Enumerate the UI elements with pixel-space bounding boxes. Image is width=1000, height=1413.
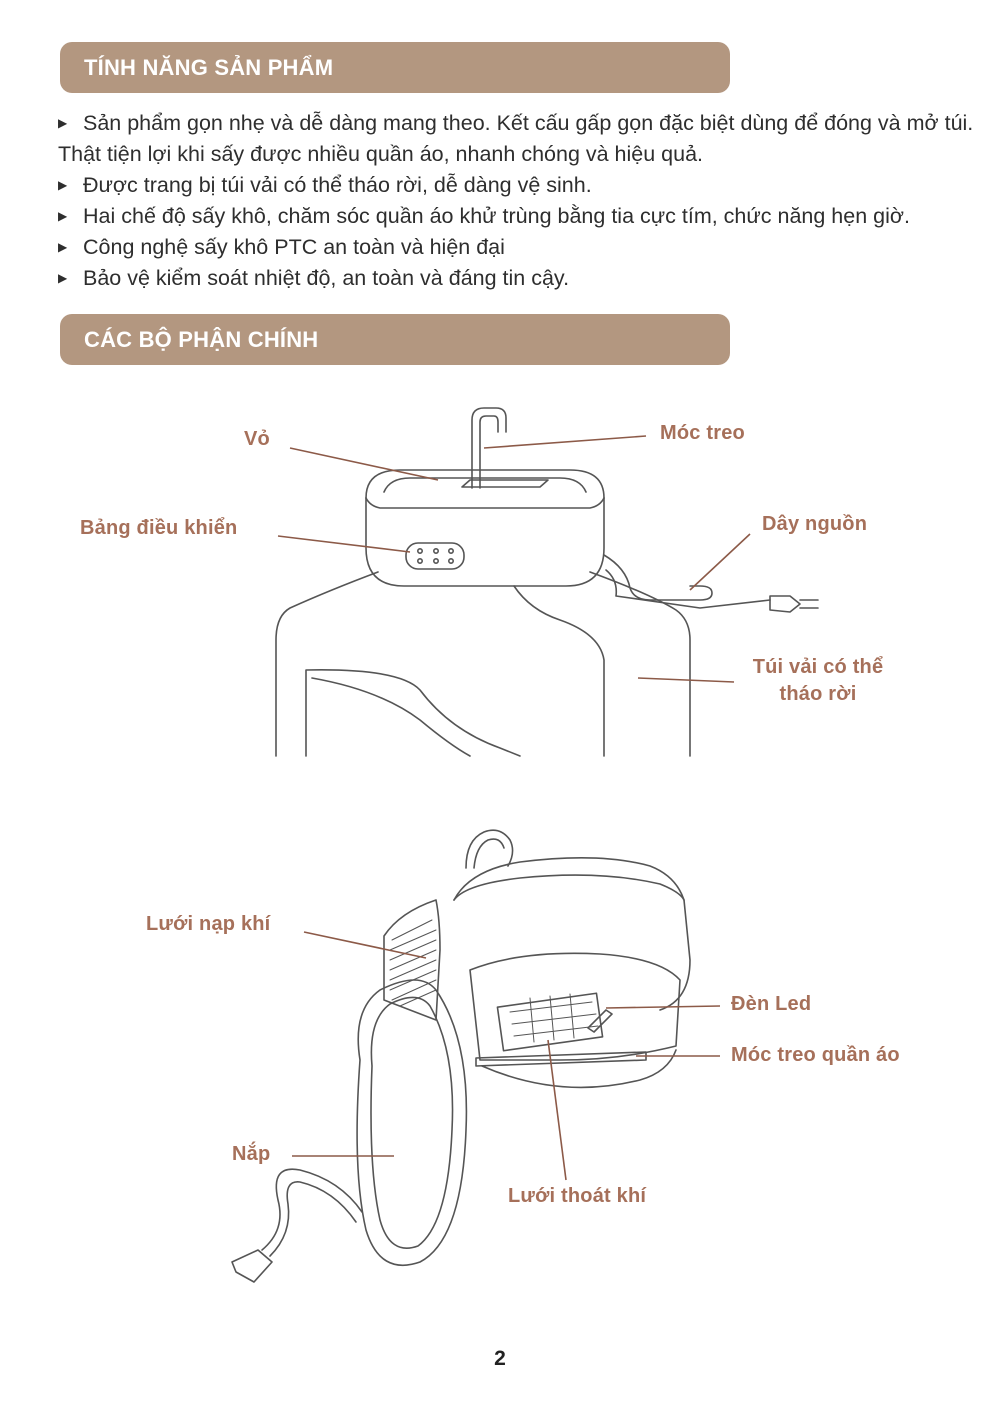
triangle-right-icon: ▶	[58, 240, 68, 254]
label-led: Đèn Led	[731, 993, 812, 1015]
leader-air-intake	[304, 932, 426, 958]
leader-led	[606, 1006, 720, 1008]
dryer-top-illustration	[276, 408, 818, 756]
triangle-right-icon: ▶	[58, 116, 68, 130]
leader-control-panel	[278, 536, 410, 552]
feature-item: ▶ Bảo vệ kiểm soát nhiệt độ, an toàn và đáng tin cậy.	[58, 263, 988, 294]
label-clothes-hook: Móc treo quần áo	[731, 1044, 900, 1066]
label-hook: Móc treo	[660, 422, 745, 444]
label-air-outlet: Lưới thoát khí	[508, 1185, 647, 1207]
feature-item: ▶ Hai chế độ sấy khô, chăm sóc quần áo khử trùng bằng tia cực tím, chức năng hẹn giờ.	[58, 201, 988, 232]
feature-item: ▶ Công nghệ sấy khô PTC an toàn và hiện đại	[58, 232, 988, 263]
label-removable-bag-line1: Túi vải có thể	[752, 656, 884, 678]
dryer-open-illustration	[232, 830, 690, 1282]
features-section-header: TÍNH NĂNG SẢN PHẨM	[60, 42, 730, 93]
triangle-right-icon: ▶	[58, 178, 68, 192]
feature-item: ▶ Được trang bị túi vải có thể tháo rời, dễ dàng vệ sinh.	[58, 170, 988, 201]
label-shell: Vỏ	[244, 428, 270, 450]
triangle-right-icon: ▶	[58, 209, 68, 223]
leader-power-cord	[690, 534, 750, 590]
leader-shell	[290, 448, 438, 480]
label-control-panel: Bảng điều khiển	[80, 517, 238, 539]
parts-section-header: CÁC BỘ PHẬN CHÍNH	[60, 314, 730, 365]
triangle-right-icon: ▶	[58, 271, 68, 285]
feature-item: ▶ Sản phẩm gọn nhẹ và dễ dàng mang theo. Kết cấu gấp gọn đặc biệt dùng để đóng và mở túi. Thật tiện lợi khi sấy được nhiều quần áo, nhanh chóng và hiệu quả.	[58, 108, 988, 170]
leader-hook	[484, 436, 646, 448]
label-power-cord: Dây nguồn	[762, 513, 868, 535]
leader-bag	[638, 678, 734, 682]
page-number: 2	[494, 1347, 506, 1370]
label-air-intake: Lưới nạp khí	[146, 913, 271, 935]
label-removable-bag-line2: tháo rời	[779, 683, 857, 705]
label-removable-bag	[738, 654, 898, 708]
label-lid: Nắp	[232, 1143, 271, 1165]
leader-air-outlet	[548, 1040, 566, 1180]
